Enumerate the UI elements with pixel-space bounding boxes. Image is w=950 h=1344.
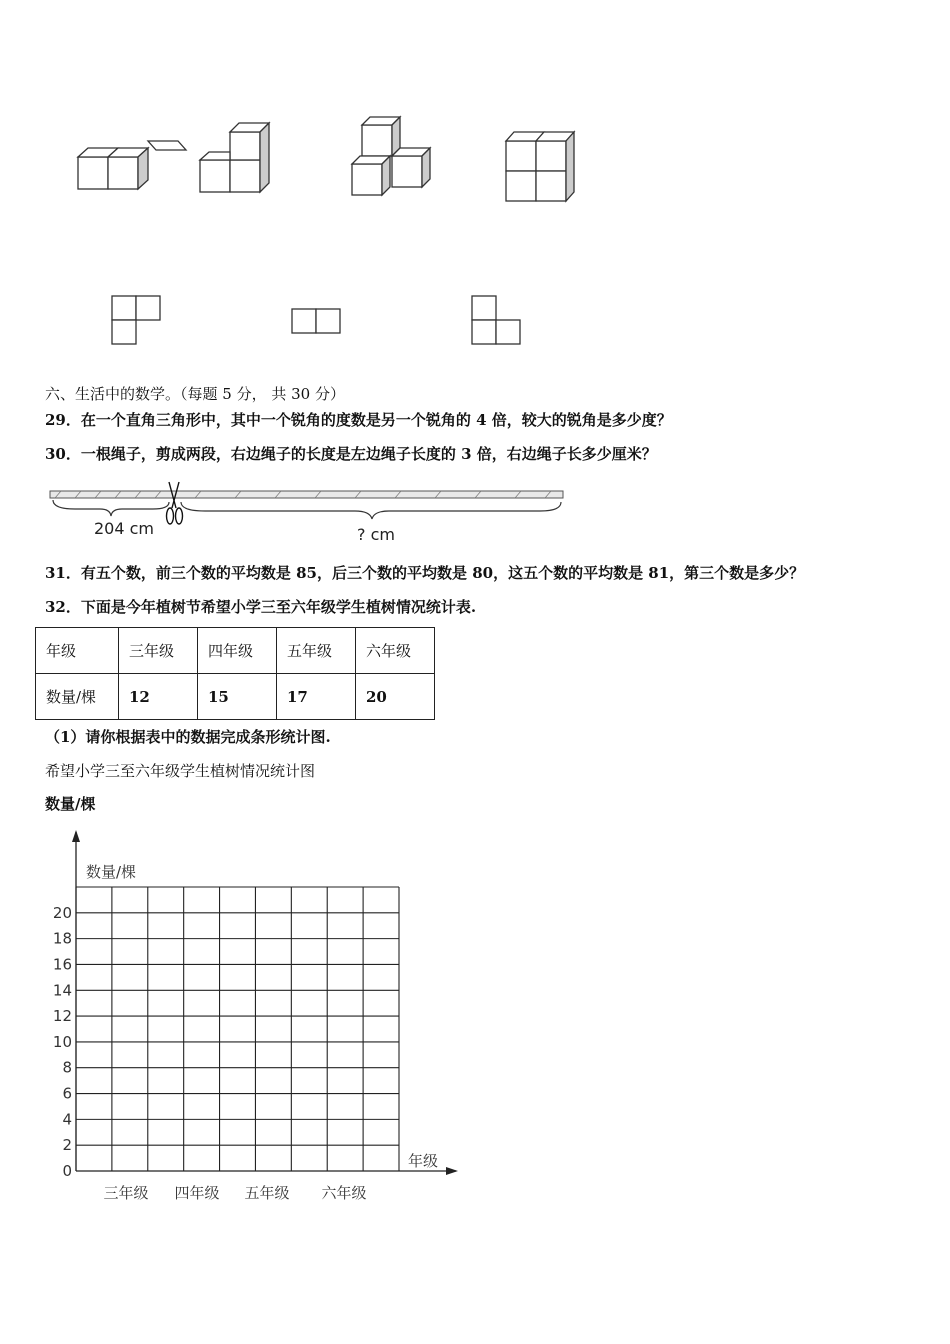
x-tick-label: 六年级: [321, 1184, 367, 1202]
cube-figure-2: [200, 123, 269, 192]
cube-figures: [60, 105, 620, 215]
y-axis-label: 数量/棵: [86, 863, 137, 881]
section-heading: 六、生活中的数学。（每题 5 分， 共 30 分）: [45, 385, 345, 403]
x-tick-label: 五年级: [244, 1184, 290, 1202]
cube-figure-4: [506, 132, 574, 201]
y-tick-label: 18: [52, 929, 72, 948]
question-29: 29．在一个直角三角形中，其中一个锐角的度数是另一个锐角的 4 倍，较大的锐角是多少度？: [45, 411, 672, 429]
table-row: [36, 674, 435, 720]
table-cell: 15: [198, 674, 277, 720]
table-cell: 六年级: [356, 628, 435, 674]
bar-chart: [40, 826, 470, 1211]
y-tick-label: 10: [52, 1032, 72, 1051]
y-tick-label: 2: [62, 1136, 72, 1155]
table-cell: 12: [119, 674, 198, 720]
y-tick-label: 4: [62, 1110, 72, 1129]
y-tick-label: 8: [62, 1058, 72, 1077]
table-header-row: [36, 628, 435, 674]
y-tick-label: 6: [62, 1084, 72, 1103]
x-axis-arrow: [446, 1167, 458, 1175]
x-tick-label: 四年级: [174, 1184, 220, 1202]
table-cell: 四年级: [198, 628, 277, 674]
y-tick-label: 20: [52, 903, 72, 922]
y-axis-arrow: [72, 830, 80, 842]
view-shape-2: [292, 309, 340, 333]
y-tick-label: 14: [52, 981, 72, 1000]
y-tick-label: 12: [52, 1007, 72, 1026]
stats-table: [35, 627, 435, 720]
plan-views: [105, 290, 535, 350]
table-cell: 数量/棵: [36, 674, 119, 720]
question-31: 31．有五个数，前三个数的平均数是 85，后三个数的平均数是 80，这五个数的平均数是 81，第三个数是多少？: [45, 564, 805, 582]
table-cell: 五年级: [277, 628, 356, 674]
rope: [50, 491, 563, 498]
left-length-label: 204 cm: [94, 519, 155, 538]
table-cell: 三年级: [119, 628, 198, 674]
rope-diagram: [45, 478, 570, 546]
right-length-label: ? cm: [357, 525, 395, 544]
table-cell: 17: [277, 674, 356, 720]
chart-heading: 希望小学三至六年级学生植树情况统计图: [45, 762, 316, 780]
question-32: 32．下面是今年植树节希望小学三至六年级学生植树情况统计表.: [45, 598, 477, 616]
view-shape-1: [112, 296, 160, 344]
left-brace: [53, 500, 169, 516]
y-tick-label: 0: [62, 1162, 72, 1180]
sub-question-1: （1）请你根据表中的数据完成条形统计图.: [45, 728, 331, 746]
cube-figure-1: [78, 141, 186, 189]
x-axis-label: 年级: [408, 1152, 439, 1170]
y-tick-label: 16: [52, 955, 72, 974]
right-brace: [181, 502, 561, 519]
table-cell: 20: [356, 674, 435, 720]
x-tick-label: 三年级: [103, 1184, 149, 1202]
chart-unit-label: 数量/棵: [45, 795, 96, 813]
view-shape-3: [472, 296, 520, 344]
cube-figure-3: [352, 117, 430, 195]
table-cell: 年级: [36, 628, 119, 674]
question-30: 30．一根绳子，剪成两段，右边绳子的长度是左边绳子长度的 3 倍，右边绳子长多少厘米？: [45, 445, 657, 463]
